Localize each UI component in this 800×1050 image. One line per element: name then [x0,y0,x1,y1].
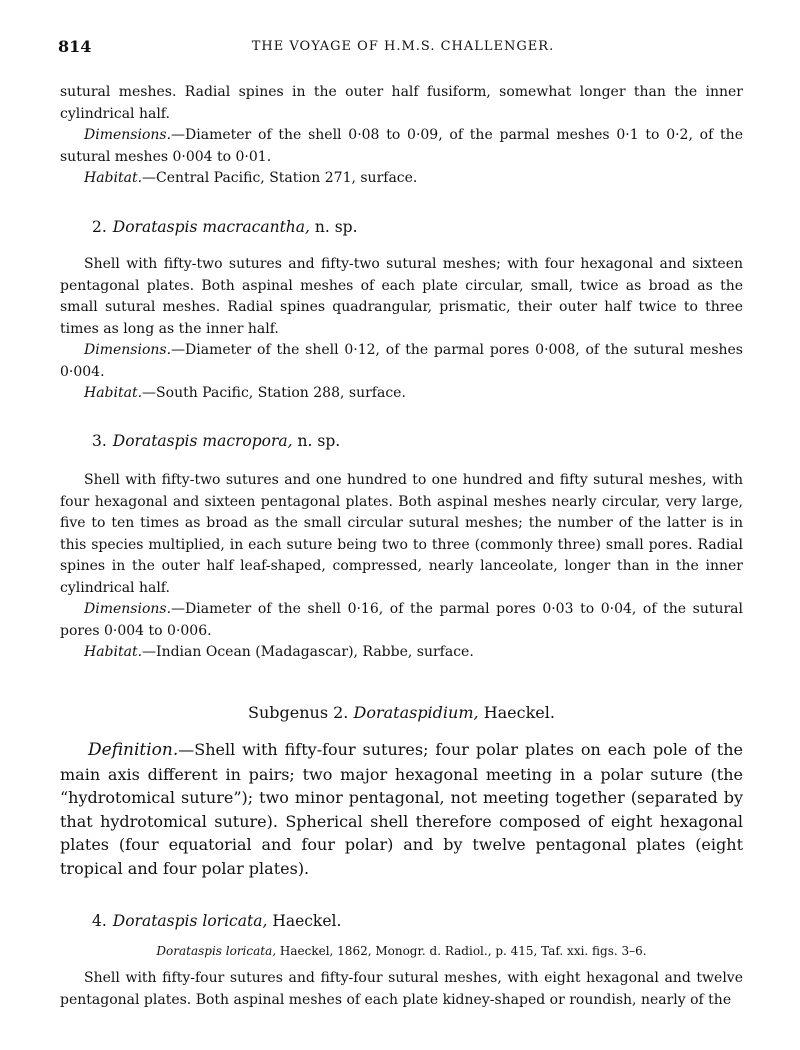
species-3-habitat [60,642,743,664]
citation-name: Dorataspis loricata, [156,944,277,958]
species-4-citation [60,944,743,958]
habitat-text: —South Pacific, Station 288, surface. [142,385,406,401]
species-name: Dorataspis loricata, [112,912,268,930]
species-2-description: Shell with fifty-two sutures and fifty-two sutural meshes; with four hexagonal and sixteen pentagonal plates. Both aspinal meshes of each plate circular, small, twice as broad as the small sutural meshes. Radial spines quadrangular, prismatic, their outer half twice to three times as long as the inner half. [60,256,743,337]
subgenus-definition [60,738,743,880]
dimensions-text: —Diameter of the shell 0·08 to 0·09, of the parmal meshes 0·1 to 0·2, of the sutural meshes 0·004 to 0·01. [60,127,743,165]
subgenus-author: Haeckel. [483,703,555,722]
species-4-body [60,968,743,1011]
species-1-description-end: sutural meshes. Radial spines in the outer half fusiform, somewhat longer than the inner cylindrical half. [60,84,743,122]
subgenus-prefix: Subgenus 2. [248,703,349,722]
habitat-text: —Indian Ocean (Madagascar), Rabbe, surface. [142,644,474,660]
species-4-description: Shell with fifty-four sutures and fifty-four sutural meshes, with eight hexagonal and twelve pentagonal plates. Both aspinal meshes of each plate kidney-shaped or roundish, nearly of the [60,970,743,1008]
definition-label: Definition. [88,740,179,760]
species-3-heading [92,432,775,450]
habitat-label: Habitat. [84,644,143,660]
dimensions-label: Dimensions. [84,127,172,143]
page-number: 814 [58,37,92,56]
dimensions-text: —Diameter of the shell 0·16, of the parmal pores 0·03 to 0·04, of the sutural pores 0·004 to 0·006. [60,601,743,639]
species-2-habitat [60,383,743,405]
species-2-heading [92,218,775,236]
species-suffix: n. sp. [314,218,358,236]
species-1-continuation [60,82,743,190]
definition-text: —Shell with fifty-four sutures; four polar plates on each pole of the main axis different in pairs; two major hexagonal meeting in a polar suture (the “hydrotomical suture”); two minor pentagonal, not meeting together (separated by that hydrotomical suture). Spherical shell therefore composed of eight hexagonal plates (four equatorial and four polar) and by twelve pentagonal plates (eight tropical and four polar plates). [60,740,743,878]
species-4-heading [92,912,775,930]
species-number: 3. [92,432,107,450]
species-3-dimensions [60,599,743,642]
running-title: THE VOYAGE OF H.M.S. CHALLENGER. [251,39,555,54]
species-name: Dorataspis macropora, [112,432,293,450]
subgenus-name: Dorataspidium, [353,703,479,722]
species-1-habitat [60,168,743,190]
habitat-label: Habitat. [84,170,143,186]
subgenus-heading [60,703,743,722]
dimensions-text: —Diameter of the shell 0·12, of the parmal pores 0·008, of the sutural meshes 0·004. [60,342,743,380]
page-header [58,37,748,59]
species-2-body [60,254,743,405]
citation-reference: Haeckel, 1862, Monogr. d. Radiol., p. 415, Taf. xxi. figs. 3–6. [279,944,647,958]
species-2-dimensions [60,340,743,383]
species-suffix: Haeckel. [272,912,342,930]
dimensions-label: Dimensions. [84,601,172,617]
species-suffix: n. sp. [297,432,341,450]
species-3-body [60,470,743,664]
species-name: Dorataspis macracantha, [112,218,310,236]
habitat-label: Habitat. [84,385,143,401]
definition-paragraph [60,738,743,880]
habitat-text: —Central Pacific, Station 271, surface. [142,170,418,186]
species-number: 2. [92,218,107,236]
species-number: 4. [92,912,107,930]
species-1-dimensions [60,125,743,168]
dimensions-label: Dimensions. [84,342,172,358]
species-3-description: Shell with fifty-two sutures and one hundred to one hundred and fifty sutural meshes, with four hexagonal and sixteen pentagonal plates. Both aspinal meshes nearly circular, very large, five to ten times as broad as the small circular sutural meshes; the number of the latter is in this species multiplied, in each suture being two to three (commonly three) small pores. Radial spines in the outer half leaf-shaped, compressed, nearly lanceolate, longer than in the inner cylindrical half. [60,472,743,596]
